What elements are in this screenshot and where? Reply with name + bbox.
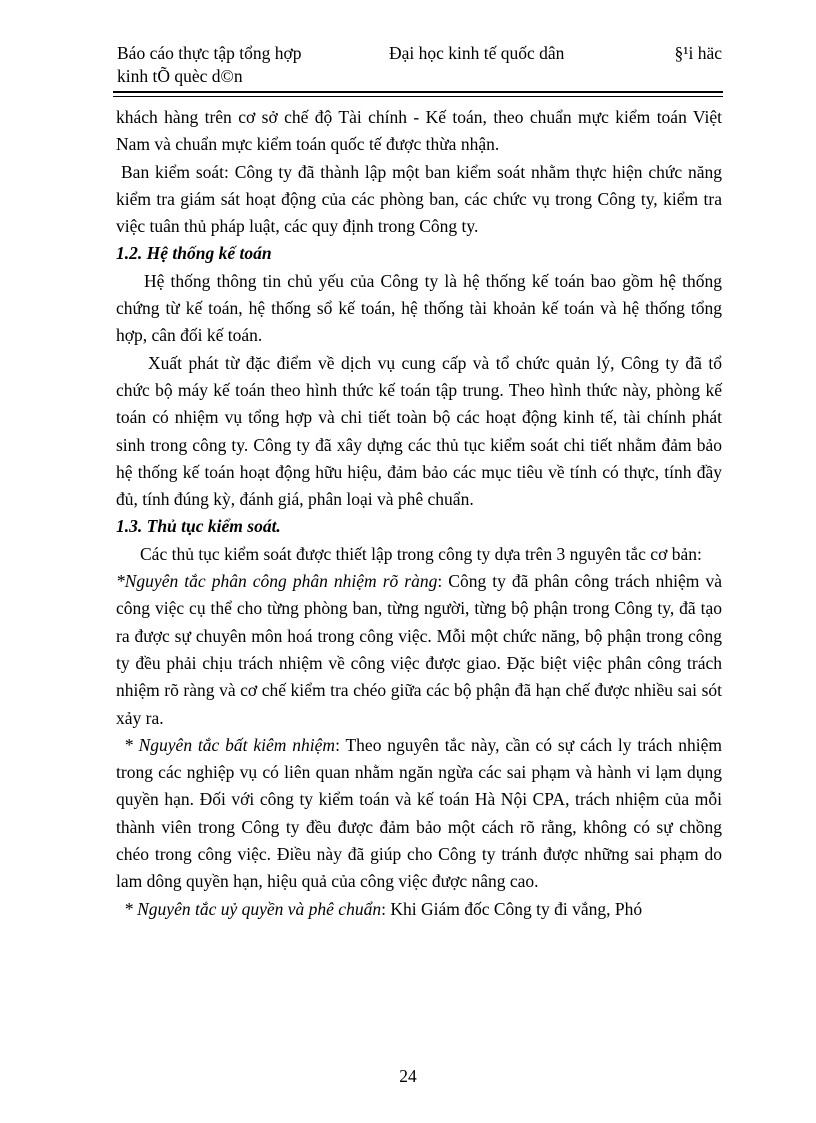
header-university-garbled: §¹i häc <box>674 43 722 63</box>
section-heading-accounting-system: 1.2. Hệ thống kế toán <box>116 243 272 264</box>
paragraph-principle-separation <box>116 732 722 896</box>
principle-separation-label: * Nguyên tắc bất kiêm nhiệm <box>124 734 336 755</box>
header-rule-thin <box>113 96 723 97</box>
header-report-title: Báo cáo thực tập tổng hợp <box>117 43 302 63</box>
paragraph-intro: khách hàng trên cơ sở chế độ Tài chính - Kế toán, theo chuẩn mực kiểm toán Việt Nam và chuẩn mực kiểm toán quốc tế được thừa nhận. <box>116 107 722 155</box>
header-university: Đại học kinh tế quốc dân <box>389 43 565 63</box>
paragraph-principle-division <box>116 568 722 732</box>
page-header <box>117 42 722 90</box>
principle-authorization-text: : Khi Giám đốc Công ty đi vắng, Phó <box>381 898 643 919</box>
paragraph-principles-intro: Các thủ tục kiểm soát được thiết lập trong công ty dựa trên 3 nguyên tắc cơ bản: <box>140 543 702 564</box>
principle-division-text: : Công ty đã phân công trách nhiệm và công việc cụ thể cho từng phòng ban, từng người, từng bộ phận trong Công ty, đã tạo ra được sự chuyên môn hoá trong công việc. Mỗi một chức năng, bộ phận trong công ty đều phải chịu trách nhiệm về công việc được giao. Đặc biệt việc phân công trách nhiệm rõ ràng và cơ chế kiểm tra chéo giữa các bộ phận đã hạn chế được nhiều sai sót xảy ra. <box>116 571 722 728</box>
paragraph-principle-authorization <box>116 896 722 923</box>
paragraph-organization: Xuất phát từ đặc điểm về dịch vụ cung cấp và tổ chức quản lý, Công ty đã tổ chức bộ máy kế toán theo hình thức kế toán tập trung. Theo hình thức này, phòng kế toán có nhiệm vụ tổng hợp và chi tiết toàn bộ các hoạt động kinh tế, tài chính phát sinh trong công ty. Công ty đã xây dựng các thủ tục kiểm soát chi tiết nhằm đảm bảo hệ thống kế toán hoạt động hữu hiệu, đảm bảo các mục tiêu về tính có thực, tính đầy đủ, tính đúng kỳ, đánh giá, phân loại và phê chuẩn. <box>116 352 722 510</box>
section-heading-control-procedures: 1.3. Thủ tục kiểm soát. <box>116 516 281 537</box>
document-body <box>116 104 722 923</box>
paragraph-control-board: Ban kiểm soát: Công ty đã thành lập một ban kiểm soát nhằm thực hiện chức năng kiểm tra giám sát hoạt động của các phòng ban, các chức vụ trong Công ty, kiểm tra việc tuân thủ pháp luật, các quy định trong Công ty. <box>116 161 722 237</box>
paragraph-accounting-system: Hệ thống thông tin chủ yếu của Công ty là hệ thống kế toán bao gồm hệ thống chứng từ kế toán, hệ thống sổ kế toán, hệ thống tài khoản kế toán và hệ thống tổng hợp, cân đối kế toán. <box>116 270 722 346</box>
header-subtitle: kinh tÕ quèc d©n <box>117 66 243 86</box>
principle-authorization-label: * Nguyên tắc uỷ quyền và phê chuẩn <box>124 898 382 919</box>
header-rule-thick <box>113 91 723 93</box>
principle-division-label: *Nguyên tắc phân công phân nhiệm rõ ràng <box>116 571 438 592</box>
page-number: 24 <box>399 1066 417 1086</box>
principle-separation-text: : Theo nguyên tắc này, cần có sự cách ly trách nhiệm trong các nghiệp vụ có liên quan nhằm ngăn ngừa các sai phạm và hành vi lạm dụng quyền hạn. Đối với công ty kiểm toán và kế toán Hà Nội CPA, trách nhiệm của mỗi thành viên trong Công ty đều được đảm bảo một cách rõ rằng, không có sự chồng chéo trong công việc. Điều này đã giúp cho Công ty tránh được những sai phạm do lam dông quyền hạn, hiệu quả của công việc được nâng cao. <box>116 734 722 892</box>
